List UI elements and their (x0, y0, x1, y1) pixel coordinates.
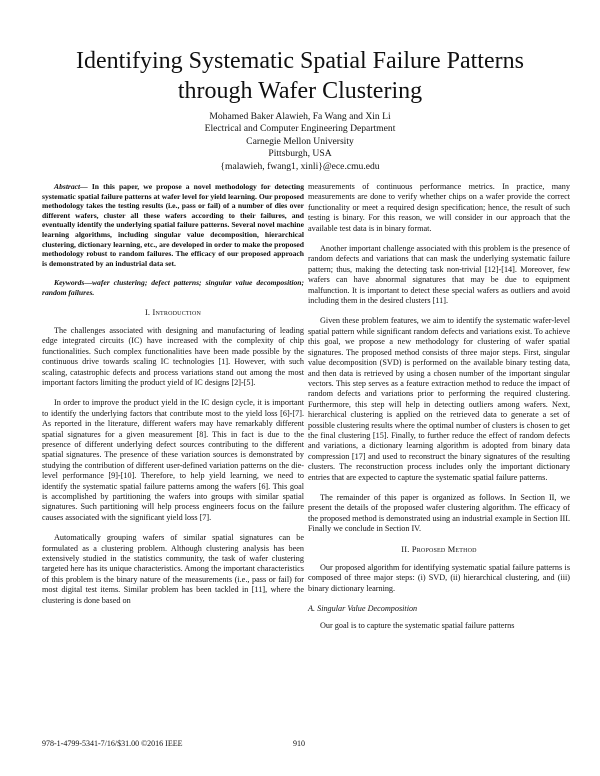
author-emails: {malawieh, fwang1, xinli}@ece.cmu.edu (220, 160, 380, 172)
title-line-2: through Wafer Clustering (177, 78, 423, 104)
intro-paragraph-3: Automatically grouping wafers of similar spatial signatures can be formulated as a clustering problem. Although clustering analysis has been extensively studied in the statistics community, the task of wafer clustering targeted here has its unique characteristics. Among the important characteristics of this problem is the binary nature of the measurements (i.e., pass or fail) for most digital test items. Similar problem has been tackled in [11], where the clustering is done based on (42, 533, 304, 605)
author-names: Mohamed Baker Alawieh, Fa Wang and Xin Li (209, 111, 391, 122)
intro-paragraph-2: In order to improve the product yield in the IC design cycle, it is important to identify the underlying factors that contribute most to the yield loss [6]-[7]. As reported in the literature, different wafers may have remarkably different spatial signatures for a given measurement [8]. This in fact is due to the presence of different underlying defect sources contributing to the different spatial signatures. The presence of these variation sources is demonstrated by studying the contribution of different user-defined variation patterns on the die-level performance [9]-[10]. Therefore, to help yield learning, we need to identify the systematic spatial failure patterns among the wafers [6]. This goal is accomplished by partitioning the wafers into groups with similar spatial signatures. Such partitioning will help process engineers focus on the failure causes associated with the significant yield loss [7]. (42, 398, 304, 522)
intro-paragraph-1: The challenges associated with designing and manufacturing of leading edge integrated circuits (IC) have increased with the complexity of chip functionalities. Such complex functionalities have been made possible by the continuous drive towards scaling IC technologies [1]. However, with such scaling, catastrophic defects and process variations stand out among the most important factors limiting the product yield of IC designs [2]-[5]. (42, 325, 304, 387)
abstract-text: In this paper, we propose a novel methodology for detecting systematic spatial failure patterns at wafer level for yield learning. Our proposed methodology takes the testing results (i.e., pass or fail) of a number of dies over different wafers, cluster all these wafers according to their failures, and eventually identify the underlying spatial failure patterns. Several novel machine learning algorithms, including singular value decomposition, hierarchical clustering, dictionary learning, etc., are developed in order to make the proposed methodology robust to random failures. The efficacy of our proposed approach is demonstrated by an industrial data set. (42, 182, 304, 268)
abstract-label: Abstract— (54, 182, 88, 191)
right-paragraph-2: Another important challenge associated with this problem is the presence of random defects and variations that can mask the underlying systematic failure pattern; thus, making the detecting task non-trivial [12]-[14]. Moreover, few wafers can have abnormal signatures that may be due to equipment malfunction. It is important to detect these special wafers as outliers and avoid including them in the desired clusters [11]. (308, 244, 570, 306)
affiliation-city: Pittsburgh, USA (268, 148, 332, 160)
author-block (100, 111, 500, 173)
title-line-1: Identifying Systematic Spatial Failure Patterns (76, 48, 524, 74)
subsection-heading-svd: A. Singular Value Decomposition (308, 604, 418, 614)
keywords-label: Keywords— (54, 278, 92, 288)
right-column (308, 182, 570, 641)
left-column (42, 182, 304, 616)
keywords (42, 278, 304, 297)
footer-page-number: 910 (293, 739, 305, 748)
section-heading-introduction: I. Introduction (144, 307, 202, 317)
right-paragraph-4: The remainder of this paper is organized as follows. In Section II, we present the details of the proposed wafer clustering algorithm. The efficacy of the proposed method is demonstrated using an industrial example in Section III. Finally we conclude in Section IV. (308, 492, 570, 534)
keywords-text: wafer clustering; defect patterns; singular value decomposition; random failures. (42, 278, 304, 297)
affiliation-dept: Electrical and Computer Engineering Department (204, 123, 396, 135)
footer-copyright: 978-1-4799-5341-7/16/$31.00 ©2016 IEEE (42, 739, 183, 748)
affiliation-univ: Carnegie Mellon University (246, 135, 354, 147)
method-paragraph-1: Our proposed algorithm for identifying systematic spatial failure patterns is composed of three major steps: (i) SVD, (ii) hierarchical clustering, and (iii) binary dictionary learning. (308, 563, 570, 593)
abstract (42, 182, 304, 268)
section-heading-method: II. Proposed Method (401, 544, 477, 554)
paper-title (30, 46, 570, 106)
right-paragraph-1: measurements of continuous performance metrics. In practice, many measurements are done to verify whether chips on a wafer provide the correct functionality or meet a required design specification; hence, the result of such testing is binary. For this reason, we will consider in our approach that the available test data is in binary format. (308, 182, 570, 233)
right-paragraph-3: Given these problem features, we aim to identify the systematic wafer-level spatial pattern while significant random defects and variations exist. To achieve this goal, we propose a new methodology for clustering of wafer spatial signatures. The proposed method consists of three major steps. First, singular value decomposition (SVD) is performed on the available binary testing data, and then data is retrieved by using a chosen number of the important singular vectors. This step serves as a feature extraction method to reduce the impact of random defects and variations prior to performing the required clustering. Furthermore, this step will help in detecting outliers among wafers. Next, hierarchical clustering is applied on the retrieved data to generate a set of possible clustering results where the optimal number of clusters is chosen to get the final clustering [15]. Finally, to further reduce the effect of random defects and variations, a dictionary learning algorithm is adopted from binary data compression [17] and used to reconstruct the binary signatures of the resulting clusters. The reconstruction process includes only the important dictionary entries that are expected to capture the systematic spatial failure patterns. (308, 316, 570, 482)
method-paragraph-2: Our goal is to capture the systematic spatial failure patterns (320, 620, 515, 630)
